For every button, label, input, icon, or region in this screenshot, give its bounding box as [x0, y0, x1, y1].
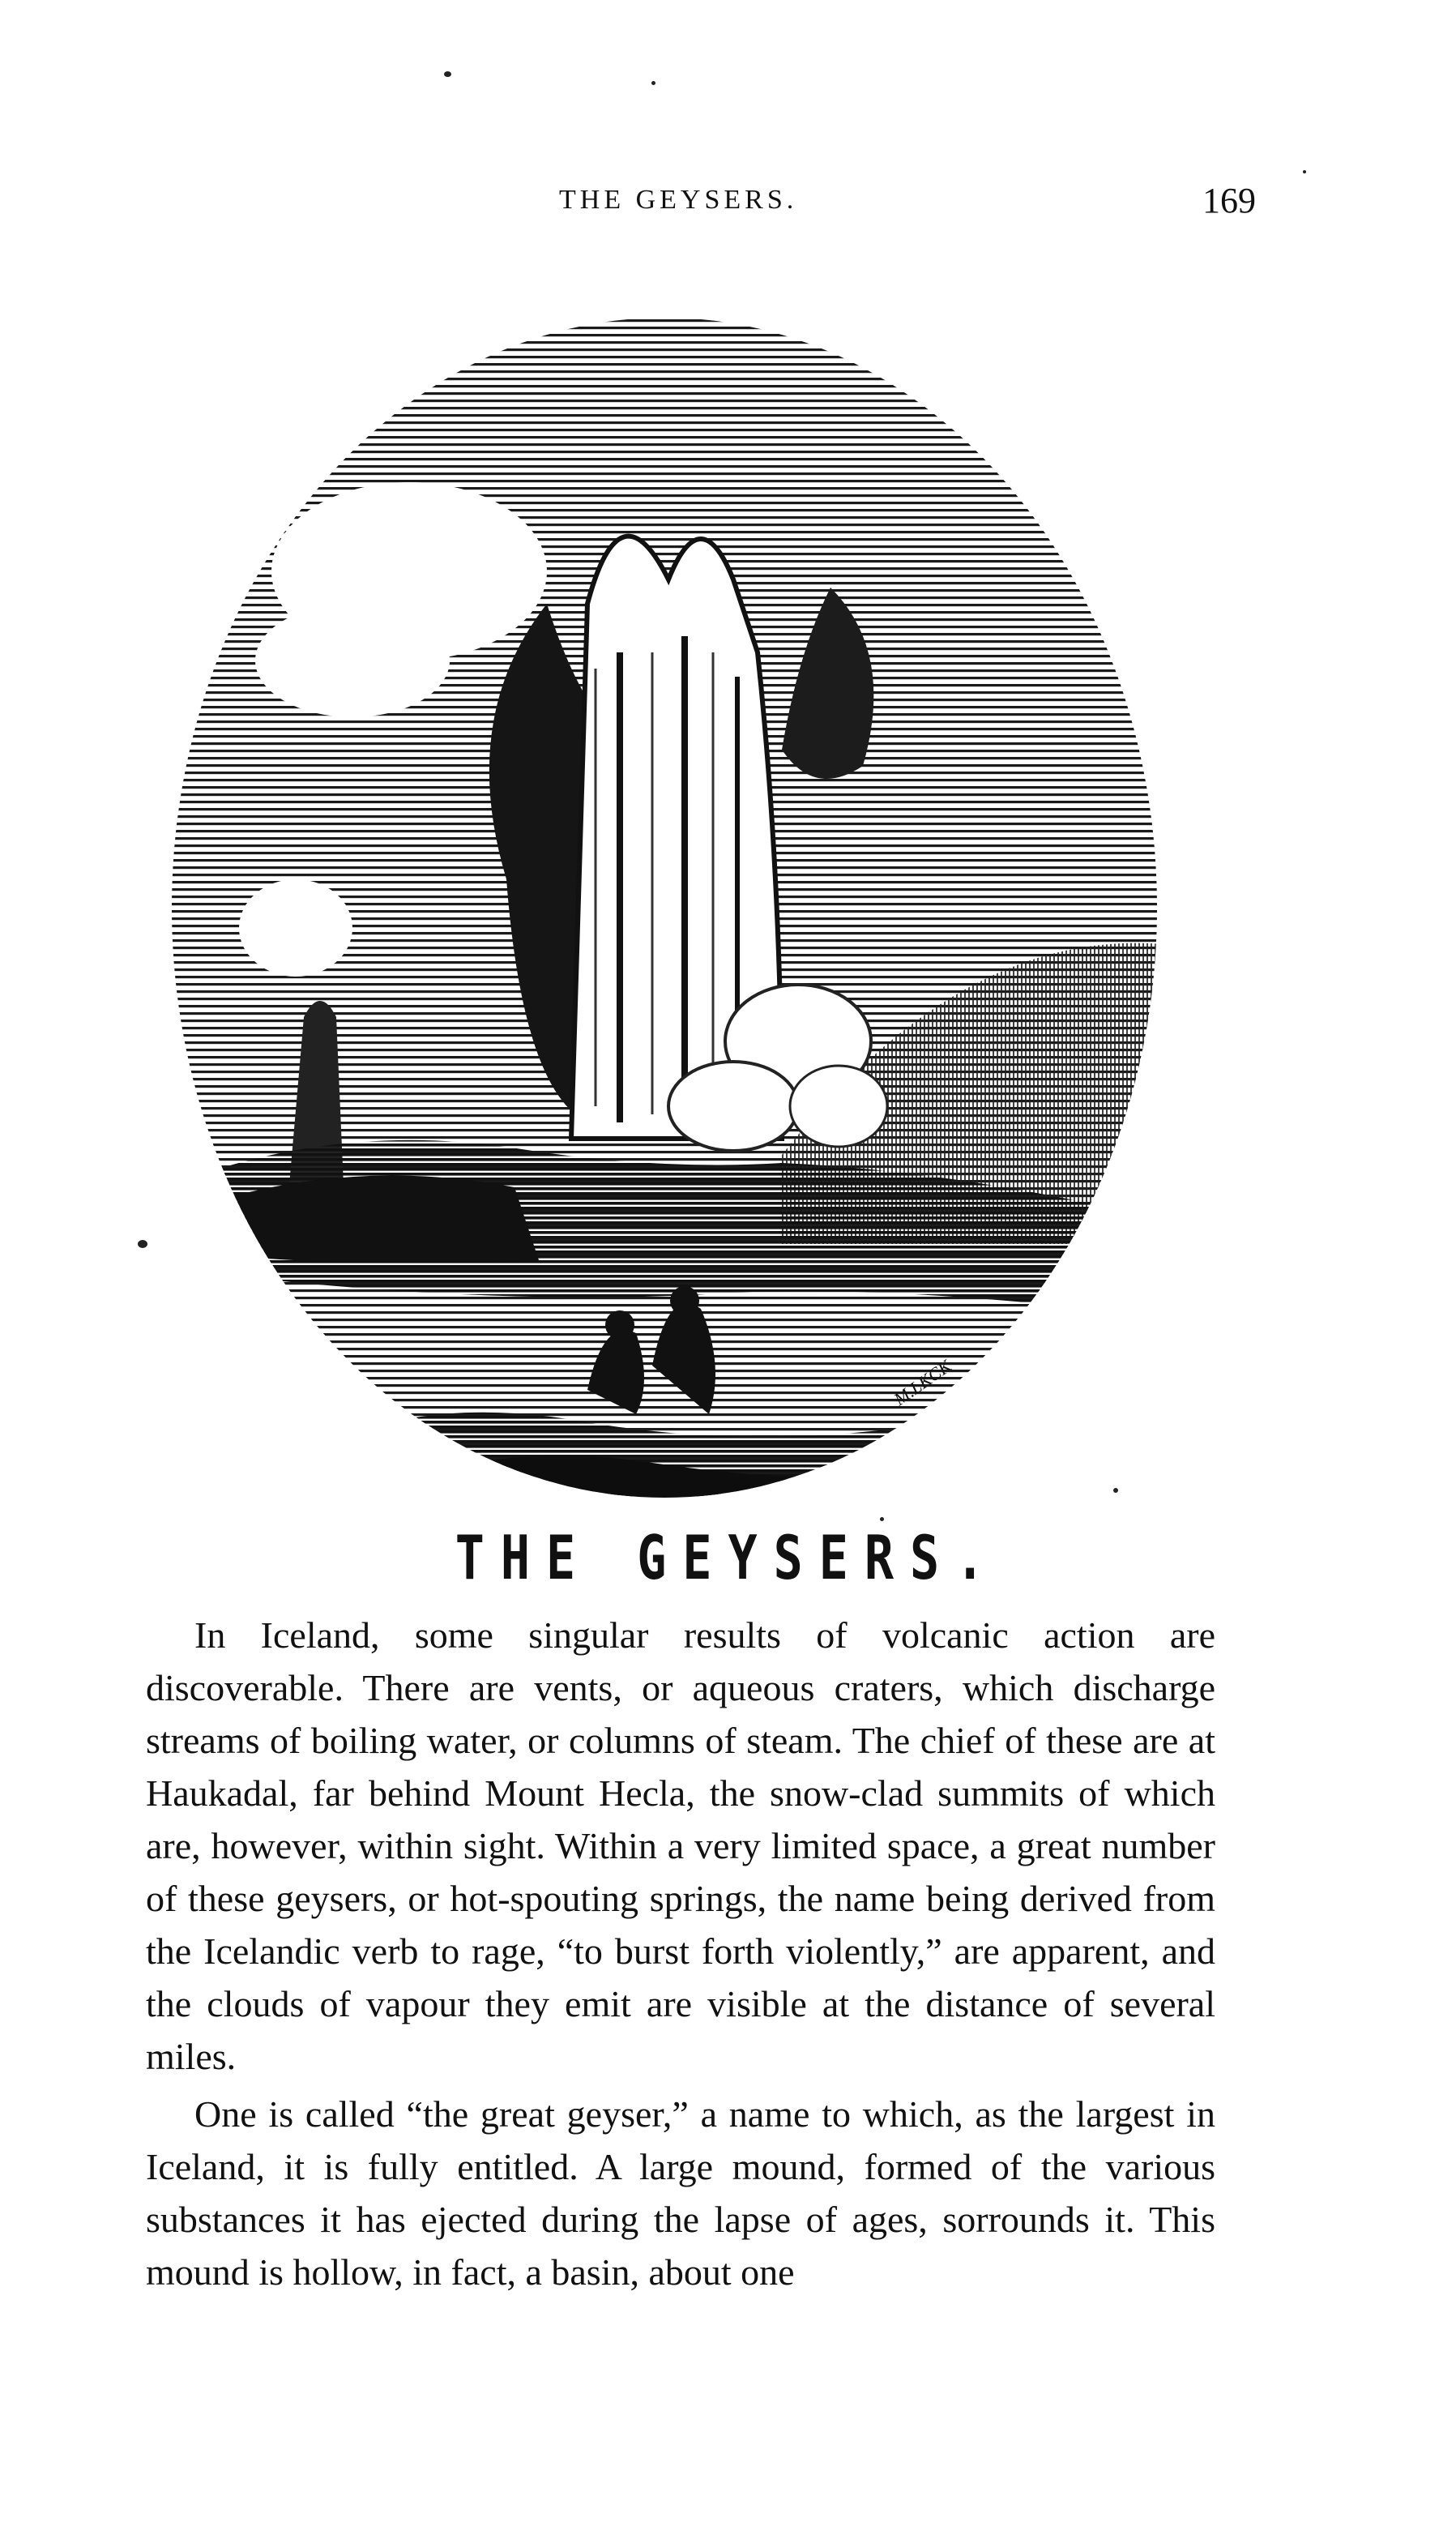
running-title: THE GEYSERS.	[559, 185, 798, 215]
running-head	[186, 181, 1256, 233]
engraver-signature: M.LKCK	[890, 1355, 955, 1410]
page-number: 169	[1202, 181, 1256, 220]
paragraph: In Iceland, some singular results of volcanic action are discoverable. There are vents, or aqueous craters, which discharge streams of boiling water, or columns of steam. The chief of these are at Haukadal, far behind Mount Hecla, the snow-clad summits of which are, however, within sight. Within a very limited space, a great number of these geysers, or hot-spouting springs, the name being derived from the Icelandic verb to rage, “to burst forth violently,” are apparent, and the clouds of vapour they emit are visible at the distance of several miles.	[146, 1614, 1215, 2077]
print-speck	[138, 1240, 147, 1248]
print-speck	[1303, 170, 1306, 173]
section-heading: THE GEYSERS.	[455, 1523, 1001, 1594]
paragraph: One is called “the great geyser,” a name to which, as the largest in Iceland, it is fully entitled. A large mound, formed of the various substances it has ejected during the lapse of ages, sorrounds it. This mound is hollow, in fact, a basin, about one	[146, 2093, 1215, 2293]
print-speck	[880, 1517, 884, 1521]
print-speck	[444, 71, 451, 77]
geyser-engraving-art	[166, 312, 1163, 1503]
print-speck	[651, 81, 655, 85]
geyser-engraving	[166, 312, 1163, 1503]
body-text	[146, 1609, 1215, 2303]
